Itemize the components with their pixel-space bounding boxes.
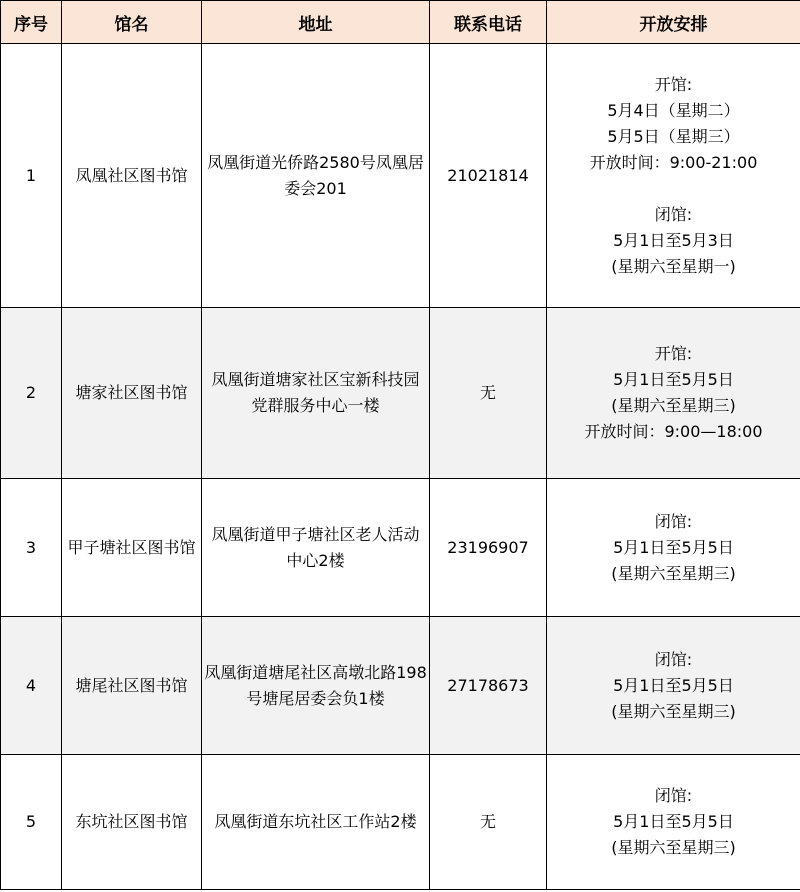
row-index: 1 [1, 44, 62, 308]
library-phone: 无 [430, 755, 547, 890]
table-row [1, 479, 800, 617]
schedule-line: 开馆: [654, 344, 693, 363]
schedule-line: (星期六至星期三) [611, 838, 736, 857]
library-schedule [547, 617, 800, 755]
library-name: 塘尾社区图书馆 [62, 617, 202, 755]
schedule-line: 5月1日至5月5日 [613, 370, 734, 389]
schedule-line: 开放时间：9:00-21:00 [589, 152, 758, 172]
schedule-line: 5月4日（星期二） [607, 100, 740, 120]
row-index: 5 [1, 755, 62, 890]
row-index: 2 [1, 308, 62, 479]
table-row [1, 308, 800, 479]
schedule-line: (星期六至星期三) [611, 701, 736, 721]
schedule-line: 开放时间：9:00—18:00 [584, 422, 763, 441]
library-name: 塘家社区图书馆 [62, 308, 202, 479]
schedule-line: (星期六至星期三) [611, 563, 736, 583]
library-schedule [547, 44, 800, 308]
library-address: 凤凰街道甲子塘社区老人活动中心2楼 [202, 479, 430, 617]
schedule-line: 5月1日至5月5日 [613, 537, 734, 557]
library-schedule [547, 479, 800, 617]
table-row [1, 755, 800, 890]
header-schedule: 开放安排 [547, 1, 800, 44]
library-name: 东坑社区图书馆 [62, 755, 202, 890]
header-index: 序号 [1, 1, 62, 44]
library-name: 凤凰社区图书馆 [62, 44, 202, 308]
library-address: 凤凰街道光侨路2580号凤凰居委会201 [202, 44, 430, 308]
header-address: 地址 [202, 1, 430, 44]
schedule-line: (星期六至星期三) [611, 396, 736, 415]
library-address: 凤凰街道塘家社区宝新科技园党群服务中心一楼 [202, 308, 430, 479]
schedule-line: 5月1日至5月3日 [613, 230, 734, 250]
row-index: 3 [1, 479, 62, 617]
schedule-line: 5月1日至5月5日 [613, 812, 734, 831]
header-row [1, 1, 800, 44]
schedule-line: (星期六至星期一) [611, 256, 736, 276]
table-row [1, 617, 800, 755]
schedule-line: 闭馆: [654, 204, 693, 224]
schedule-line: 闭馆: [654, 786, 693, 805]
row-index: 4 [1, 617, 62, 755]
library-phone: 21021814 [430, 44, 547, 308]
header-name: 馆名 [62, 1, 202, 44]
library-address: 凤凰街道塘尾社区高墩北路198号塘尾居委会负1楼 [202, 617, 430, 755]
schedule-line: 5月1日至5月5日 [613, 675, 734, 695]
table-row [1, 44, 800, 308]
library-schedule [547, 308, 800, 479]
library-phone: 27178673 [430, 617, 547, 755]
schedule-line: 开馆: [654, 74, 693, 94]
schedule-line: 闭馆: [654, 511, 693, 531]
library-phone: 无 [430, 308, 547, 479]
library-phone: 23196907 [430, 479, 547, 617]
library-name: 甲子塘社区图书馆 [62, 479, 202, 617]
header-phone: 联系电话 [430, 1, 547, 44]
library-address: 凤凰街道东坑社区工作站2楼 [202, 755, 430, 890]
schedule-line: 闭馆: [654, 649, 693, 669]
schedule-line [547, 176, 800, 202]
schedule-line: 5月5日（星期三） [607, 126, 740, 146]
library-schedule [547, 755, 800, 890]
